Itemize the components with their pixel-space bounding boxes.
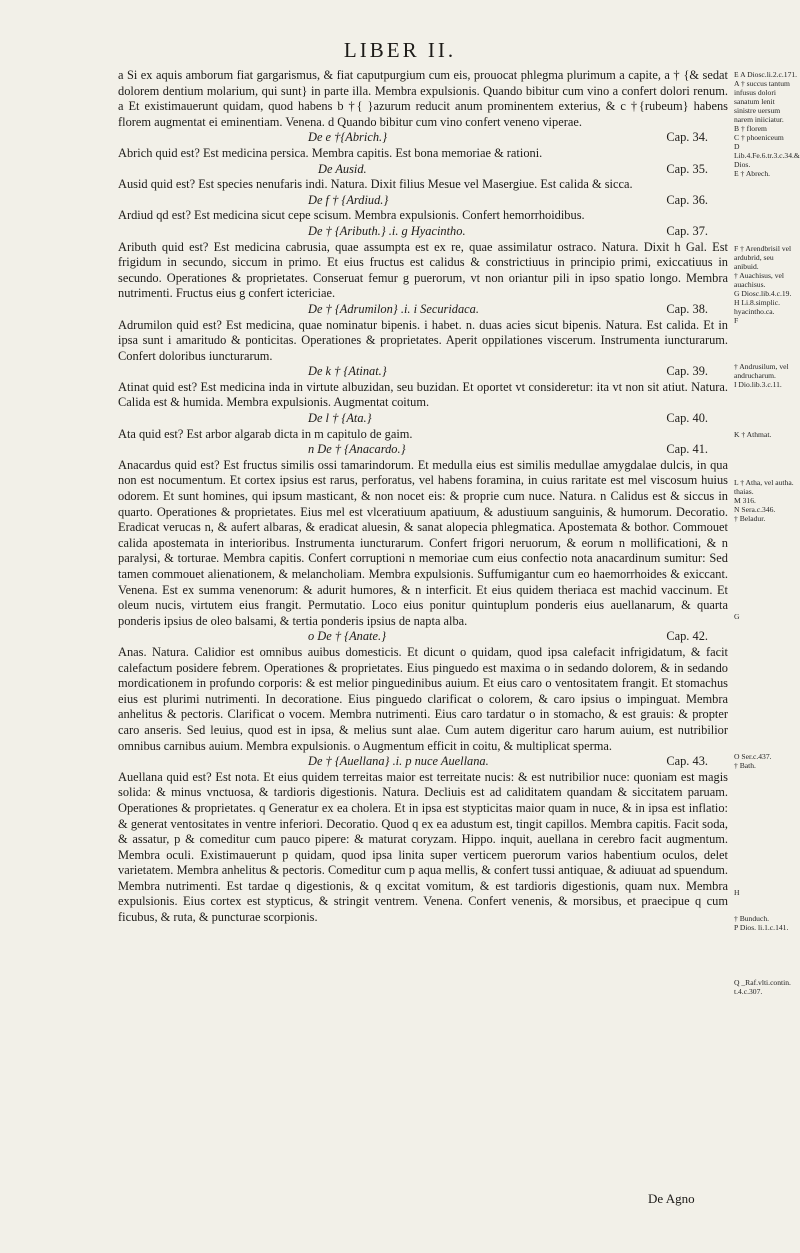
entry-heading xyxy=(118,130,728,146)
margin-note: † Andrusilum, vel andrucharum. xyxy=(734,362,789,380)
chapter-number: Cap. 41. xyxy=(666,442,708,457)
entry-heading xyxy=(118,629,728,645)
entry-name: n De † {Anacardo.} xyxy=(308,442,406,457)
paragraph: Ardiud qd est? Est medicina sicut cepe scisum. Membra expulsionis. Confert hemorrhoidibus. xyxy=(118,208,585,223)
margin-note: E † Abrech. xyxy=(734,169,771,178)
margin-note: F xyxy=(734,316,739,325)
entry-name: De † {Adrumilon} .i. i Securidaca. xyxy=(308,301,479,316)
entry-heading xyxy=(118,442,728,458)
margin-note: M 316. xyxy=(734,496,756,505)
entry-heading xyxy=(118,162,728,178)
catchword: De Agno xyxy=(648,1191,695,1206)
margin-notes xyxy=(734,752,798,770)
margin-note: G xyxy=(734,612,740,621)
margin-note: † Beladur. xyxy=(734,514,766,523)
margin-notes xyxy=(734,362,798,389)
chapter-number: Cap. 37. xyxy=(666,223,708,238)
margin-notes xyxy=(734,70,798,178)
margin-note: † Bath. xyxy=(734,761,756,770)
margin-notes xyxy=(734,888,798,897)
entry-name: De Ausid. xyxy=(318,161,367,176)
paragraph: Adrumilon quid est? Est medicina, quae nominatur bipenis. i habet. n. duas acies sicut bipenis. Natura. Est calida. Et in ipsa sunt i amaritudo & ponticitas. Operationes & proprietates. Aperit oppilationes viscerum. Instrumenta iuncturarum. Confert doloribus iuncturarum. xyxy=(118,317,728,363)
margin-note: I Dio.lib.3.c.11. xyxy=(734,380,782,389)
margin-notes xyxy=(734,244,798,325)
chapter-number: Cap. 36. xyxy=(666,192,708,207)
margin-note: B † florem xyxy=(734,124,767,133)
margin-notes xyxy=(734,612,798,621)
margin-note: thaias. xyxy=(734,487,754,496)
paragraph: Ausid quid est? Est species nenufaris indi. Natura. Dixit filius Mesue vel Masergiue. Est calida & sicca. xyxy=(118,177,633,192)
entry-name: De † {Auellana} .i. p nuce Auellana. xyxy=(308,754,489,769)
chapter-number: Cap. 43. xyxy=(666,754,708,769)
chapter-number: Cap. 42. xyxy=(666,629,708,644)
margin-note: † Bunduch. xyxy=(734,914,770,923)
chapter-number: Cap. 34. xyxy=(666,130,708,145)
entry-heading xyxy=(118,411,728,427)
margin-note: H xyxy=(734,888,740,897)
margin-note: N Sera.c.346. xyxy=(734,505,776,514)
margin-note: G Diosc.lib.4.c.19. xyxy=(734,289,792,298)
paragraph: a Si ex aquis amborum fiat gargarismus, & fiat caputpurgium cum eis, prouocat phlegma plurimum a capite, a † {& sedat dolorem dentium molarium, qui sunt} in parte illa. Membra expulsionis. Quando bibitur cum vino a confert dolori renum. a Et existimauerunt quidam, quod habens b †{ }azurum reducit anum prominentem exterius, & c †{rubeum} habens florem augmentat ei eminentiam. Venena. d Quando bibitur cum vino confert veneno viperae. xyxy=(118,68,728,129)
entry-name: De l † {Ata.} xyxy=(308,411,372,426)
entry-name: De f † {Ardiud.} xyxy=(308,192,389,207)
entry-heading xyxy=(118,302,728,318)
margin-note: † Auachisus, vel auachisus. xyxy=(734,271,784,289)
paragraph: Auellana quid est? Est nota. Et eius quidem terreitas maior est terreitate nucis: & est nutribilior nuce: quoniam est magis solida: & minus vnctuosa, & tardioris digestionis. Natura. Decliuis est ad caliditatem quandam & siccitatem paruam. Operationes & proprietates. q Generatur ex ea cholera. Et in ipsa est stypticitas maior quam in nuce, & in ipsa est inflatio: & generat ventositates in ventre inferiori. Decoratio. Quod q ex ea adustum est, tingit capillos. Membra capitis. Facit soda, & assatur, p & comeditur cum pauco pipere: & maturat coryzam. Hippo. inquit, auellana in cerebro facit augmentum. Membra oculi. Existimauerunt p quidam, quod ipsa linita super verticem puerorum varios habentium oculos, delet varietatem. Membra anhelitus & pectoris. Comeditur cum p aqua mellis, & confert tussi antiquae, & adiuuat ad spuendum. Membra nutrimenti. Est tardae q digestionis, & q excitat vomitum, & est tardioris digestionis, quam nux. Membra expulsionis. Eius cortex est stypticus, & stringit ventrem. Venena. Confert venenis, & morsibus, et praecipue q cum ficubus, & ruta, & puncturae scorpionis. xyxy=(118,769,728,925)
main-text-column xyxy=(118,68,728,926)
margin-note: hyacintho.ca. xyxy=(734,307,775,316)
paragraph: Anacardus quid est? Est fructus similis ossi tamarindorum. Et medulla eius est similis medullae amygdalae dulcis, in qua non est nocumentum. Et cortex ipsius est rarus, perforatus, vel habens foramina, in cuius raritate est mel viscosum huius odorem. Et sunt homines, qui ipsum masticant, & non nocet eis: & proprie cum nuce. Natura. n Calidus est & siccus in quarto. Operationes & proprietates. Eius mel est vlceratiuum apatiuum, & adustiuum sanguinis, & humorum. Decoratio. Eradicat verucas n, & aufert albaras, & eradicat aluesin, & sanat alopecia phlegmatica. Apostemata & bothor. Commouet calida apostemata in interioribus. Instrumenta iuncturarum. Confert frigori neruorum, & eorum n mollificationi, & n paralysi, & torturae. Membra capitis. Confert corruptioni n memoriae cum eius confectio nota anacardinum sumitur: Sed tamen commouet alienationem, & melancholiam. Membra expulsionis. Suffumigantur cum eo haemorrhoides & exiccant. Venena. Est ex summa venenorum: & adurit humores, & n interficit. Et eius quidem theriaca est machid vaccinum. Et oleum nucis, virtutem eius frangit. Permutatio. Loco eius ponitur quintuplum ponderis eius auellanarum, & quarta ponderis ipsius de oleo balsami, & tertia ponderis ipsius de napta alba. xyxy=(118,457,728,628)
margin-note: D Lib.4.Fe.6.tr.3.c.34.& Dios. xyxy=(734,142,800,169)
margin-notes xyxy=(734,914,798,932)
margin-note: O Ser.c.437. xyxy=(734,752,772,761)
margin-notes xyxy=(734,430,798,439)
entry-heading xyxy=(118,754,728,770)
entry-name: o De † {Anate.} xyxy=(308,629,387,644)
margin-note: P Dios. li.1.c.141. xyxy=(734,923,789,932)
paragraph: Aributh quid est? Est medicina cabrusia, quae assumpta est ex re, quae assimilatur ostraco. Natura. Dixit h Gal. Est frigidum in secundo, siccum in primo. Et eius fructus est calidus & constrictiuus in principio primi, exiccatiuus in secundo. Operationes & proprietates. Conseruat femur g puerorum, vt non oriantur pili in ipso spatio longo. Membra nutrimenti. Fructus eius g confert ictericiae. xyxy=(118,239,728,301)
page-title: LIBER II. xyxy=(343,38,457,62)
margin-note: A † succus tantum infusus dolori sanatum lenit sinistre uersum narem iniiciatur. xyxy=(734,79,790,124)
entry-heading xyxy=(118,193,728,209)
margin-note: L † Atha, vel autha. xyxy=(734,478,794,487)
paragraph: Abrich quid est? Est medicina persica. Membra capitis. Est bona memoriae & rationi. xyxy=(118,145,543,160)
entry-name: De † {Aributh.} .i. g Hyacintho. xyxy=(308,223,466,238)
entry-name: De e †{Abrich.} xyxy=(308,130,388,145)
chapter-number: Cap. 38. xyxy=(666,301,708,316)
margin-note: C † phoeniceum xyxy=(734,133,784,142)
paragraph: Atinat quid est? Est medicina inda in virtute albuzidan, seu buzidan. Et oportet vt consideretur: ita vt non sit atiut. Natura. Calida est & humida. Membra expulsionis. Augmentat coitum. xyxy=(118,379,728,410)
margin-note: E A Diosc.li.2.c.171. xyxy=(734,70,798,79)
entry-name: De k † {Atinat.} xyxy=(308,364,387,379)
paragraph: Anas. Natura. Calidior est omnibus auibus domesticis. Et dicunt o quidam, quod ipsa calefacit infrigidatum, & facit calefactum posidere febrem. Operationes & proprietates. Eius pinguedo est maxima o in sedando dolorem, & in sedando mordicationem in profundo corporis: & est melior pinguedinibus auium. Et eius caro o ventositatem frangit. Et stomachus eius est plurimi nutrimenti. In decoratione. Eius pinguedo clarificat o colorem, & caro ipsius o impinguat. Membra anhelitus & pectoris. Clarificat o vocem. Membra nutrimenti. Eius caro tardatur o in stomacho, & est grauis: & propter caro anseris. Sed leuius, quod est in ipsa, & melius sunt alae. Cum autem digeritur caro harum auium, est nutribilior omnibus carnibus auium. Membra expulsionis. o Augmentum efficit in coitu, & multiplicat sperma. xyxy=(118,644,728,753)
paragraph: Ata quid est? Est arbor algarab dicta in m capitulo de gaim. xyxy=(118,426,413,441)
entry-heading xyxy=(118,224,728,240)
chapter-number: Cap. 35. xyxy=(666,161,708,176)
margin-note: H Li.8.simplic. xyxy=(734,298,780,307)
margin-note: Q _Raf.vlti.contin. t.4.c.307. xyxy=(734,978,791,996)
margin-note: K † Athmat. xyxy=(734,430,772,439)
entry-heading xyxy=(118,364,728,380)
margin-note: F † Arendbrisil vel ardubrid, seu anibuid. xyxy=(734,244,792,271)
chapter-number: Cap. 39. xyxy=(666,364,708,379)
chapter-number: Cap. 40. xyxy=(666,411,708,426)
margin-notes xyxy=(734,978,798,996)
margin-notes xyxy=(734,478,798,523)
